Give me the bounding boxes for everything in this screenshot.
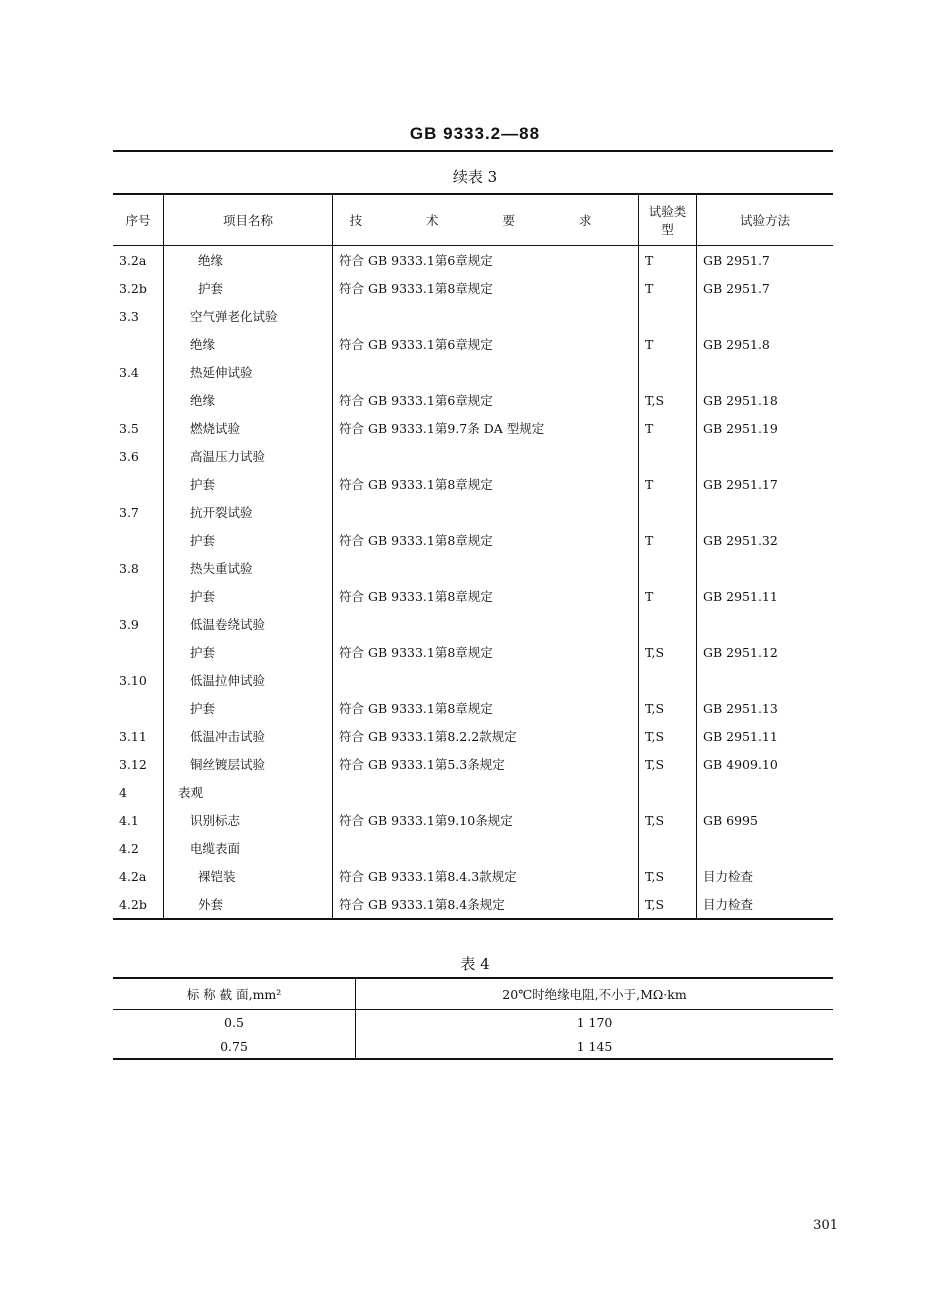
table3-row [113,498,833,526]
cell-requirement [333,834,639,862]
table3-row [113,302,833,330]
col-header-cross-section: 标 称 截 面,mm² [113,978,356,1010]
cell-requirement: 符合 GB 9333.1第6章规定 [333,330,639,358]
table3-row [113,358,833,386]
cell-item-name: 护套 [164,694,333,722]
cell-test-method: GB 2951.7 [697,246,834,275]
table4-body [113,1010,833,1060]
cell-item-no: 4.1 [119,812,139,828]
cell-test-method: 目力检查 [697,862,834,890]
table3-row [113,274,833,302]
col-header-requirement: 技 术 要 求 [333,194,639,246]
cell-item-no: 3.10 [119,672,147,688]
table3-header-row [113,194,833,246]
cell-test-method [697,666,834,694]
cell-test-type: T [639,274,697,302]
table4-row [113,1034,833,1059]
cell-item-no [113,582,164,610]
cell-test-type: T [639,582,697,610]
cell-item-no: 4.2a [119,868,147,884]
cell-test-method: GB 4909.10 [697,750,834,778]
cell-test-method [697,834,834,862]
cell-test-type [639,498,697,526]
cell-requirement [333,666,639,694]
cell-item-name: 电缆表面 [164,834,333,862]
cell-requirement: 符合 GB 9333.1第6章规定 [333,246,639,275]
cell-test-type: T [639,414,697,442]
cell-test-type: T,S [639,638,697,666]
cell-item-no [113,526,164,554]
cell-insulation-resistance: 1 145 [356,1034,834,1059]
cell-test-type: T,S [639,386,697,414]
cell-requirement: 符合 GB 9333.1第8.4条规定 [333,890,639,919]
table3-row [113,666,833,694]
cell-item-name: 绝缘 [164,386,333,414]
cell-test-method [697,302,834,330]
cell-test-type [639,442,697,470]
cell-requirement: 符合 GB 9333.1第8章规定 [333,582,639,610]
cell-item-name: 燃烧试验 [164,414,333,442]
cell-requirement: 符合 GB 9333.1第8章规定 [333,694,639,722]
cell-item-no: 3.9 [119,616,139,632]
cell-test-type: T [639,526,697,554]
table3-row [113,806,833,834]
table3-row [113,694,833,722]
cell-item-no: 3.7 [119,504,139,520]
cell-requirement: 符合 GB 9333.1第6章规定 [333,386,639,414]
cell-test-type: T [639,246,697,275]
cell-item-name: 护套 [164,470,333,498]
table3-row [113,722,833,750]
cell-item-name: 外套 [164,890,333,919]
table3-row [113,470,833,498]
cell-test-method [697,554,834,582]
cell-item-name: 低温冲击试验 [164,722,333,750]
cell-test-type [639,666,697,694]
page-number: 301 [813,1218,838,1233]
cell-item-no: 3.4 [119,364,139,380]
table3-row [113,330,833,358]
cell-item-no [113,638,164,666]
cell-test-method: GB 2951.32 [697,526,834,554]
cell-test-type [639,302,697,330]
cell-item-name: 裸铠装 [164,862,333,890]
cell-requirement [333,498,639,526]
cell-test-method [697,778,834,806]
col-header-no: 序号 [113,194,164,246]
col-header-insulation-resistance: 20℃时绝缘电阻,不小于,MΩ·km [356,978,834,1010]
table4-caption: 表 4 [460,955,490,973]
table3-row [113,582,833,610]
cell-test-type: T,S [639,890,697,919]
cell-requirement: 符合 GB 9333.1第8章规定 [333,526,639,554]
cell-item-no [113,694,164,722]
cell-item-name: 低温卷绕试验 [164,610,333,638]
cell-requirement: 符合 GB 9333.1第9.7条 DA 型规定 [333,414,639,442]
cell-test-type [639,554,697,582]
table3-row [113,610,833,638]
cell-test-method: GB 2951.17 [697,470,834,498]
standard-number: GB 9333.2—88 [409,124,541,143]
cell-test-method: GB 2951.11 [697,722,834,750]
cell-test-type [639,778,697,806]
cell-test-method: GB 2951.8 [697,330,834,358]
cell-item-name: 护套 [164,582,333,610]
cell-item-name: 低温拉伸试验 [164,666,333,694]
table3 [113,193,833,920]
cell-item-no [113,330,164,358]
col-header-test-type: 试验类型 [639,194,697,246]
cell-item-name: 热延伸试验 [164,358,333,386]
cell-test-type: T,S [639,722,697,750]
cell-test-method: GB 6995 [697,806,834,834]
table3-row [113,778,833,806]
cell-item-name: 抗开裂试验 [164,498,333,526]
cell-test-method [697,498,834,526]
cell-requirement: 符合 GB 9333.1第8章规定 [333,638,639,666]
table3-row [113,638,833,666]
cell-test-method: GB 2951.7 [697,274,834,302]
cell-item-no [113,470,164,498]
cell-item-name: 识别标志 [164,806,333,834]
cell-requirement: 符合 GB 9333.1第8章规定 [333,470,639,498]
table3-body [113,246,833,920]
table3-row [113,750,833,778]
cell-test-method [697,358,834,386]
cell-item-name: 绝缘 [164,246,333,275]
cell-test-type [639,834,697,862]
cell-item-no: 3.8 [119,560,139,576]
table3-row [113,554,833,582]
cell-requirement [333,358,639,386]
cell-item-name: 护套 [164,274,333,302]
cell-requirement: 符合 GB 9333.1第5.3条规定 [333,750,639,778]
cell-test-method: GB 2951.19 [697,414,834,442]
cell-item-name: 绝缘 [164,330,333,358]
cell-test-method: 目力检查 [697,890,834,919]
table3-row [113,862,833,890]
cell-item-no: 4.2b [119,896,147,912]
cell-test-type: T [639,470,697,498]
table3-row [113,442,833,470]
cell-requirement: 符合 GB 9333.1第8章规定 [333,274,639,302]
cell-insulation-resistance: 1 170 [356,1010,834,1035]
table4-row [113,1010,833,1035]
table4 [113,977,833,1060]
table3-row [113,526,833,554]
cell-requirement: 符合 GB 9333.1第8.4.3款规定 [333,862,639,890]
cell-test-method [697,610,834,638]
cell-item-no [113,386,164,414]
table3-row [113,386,833,414]
cell-item-name: 护套 [164,526,333,554]
cell-requirement [333,778,639,806]
cell-item-name: 铜丝镀层试验 [164,750,333,778]
cell-item-name: 表观 [164,778,333,806]
col-header-name: 项目名称 [164,194,333,246]
cell-item-no: 3.2a [119,252,147,268]
cell-item-no: 3.11 [119,728,147,744]
table3-row [113,890,833,919]
col-header-test-method: 试验方法 [697,194,834,246]
cell-cross-section: 0.5 [224,1014,244,1030]
cell-requirement [333,610,639,638]
cell-test-type: T,S [639,862,697,890]
cell-test-type: T [639,330,697,358]
cell-item-no: 4 [119,784,127,800]
cell-test-type [639,358,697,386]
cell-item-no: 3.12 [119,756,147,772]
table3-caption: 续表 3 [452,168,498,186]
cell-requirement [333,302,639,330]
cell-requirement [333,442,639,470]
cell-item-name: 空气弹老化试验 [164,302,333,330]
cell-test-type: T,S [639,750,697,778]
cell-test-type: T,S [639,694,697,722]
cell-item-no: 3.6 [119,448,139,464]
cell-requirement [333,554,639,582]
cell-item-name: 高温压力试验 [164,442,333,470]
table4-header-row [113,978,833,1010]
cell-item-no: 4.2 [119,840,139,856]
cell-item-no: 3.3 [119,308,139,324]
cell-test-type: T,S [639,806,697,834]
table3-row [113,246,833,275]
cell-item-no: 3.5 [119,420,139,436]
cell-test-method: GB 2951.11 [697,582,834,610]
cell-requirement: 符合 GB 9333.1第9.10条规定 [333,806,639,834]
cell-test-method: GB 2951.13 [697,694,834,722]
cell-item-name: 护套 [164,638,333,666]
header-rule [113,150,833,152]
table3-row [113,414,833,442]
table3-row [113,834,833,862]
cell-item-name: 热失重试验 [164,554,333,582]
cell-cross-section: 0.75 [220,1038,248,1054]
cell-test-method: GB 2951.18 [697,386,834,414]
cell-item-no: 3.2b [119,280,147,296]
cell-test-method [697,442,834,470]
cell-test-method: GB 2951.12 [697,638,834,666]
cell-requirement: 符合 GB 9333.1第8.2.2款规定 [333,722,639,750]
cell-test-type [639,610,697,638]
